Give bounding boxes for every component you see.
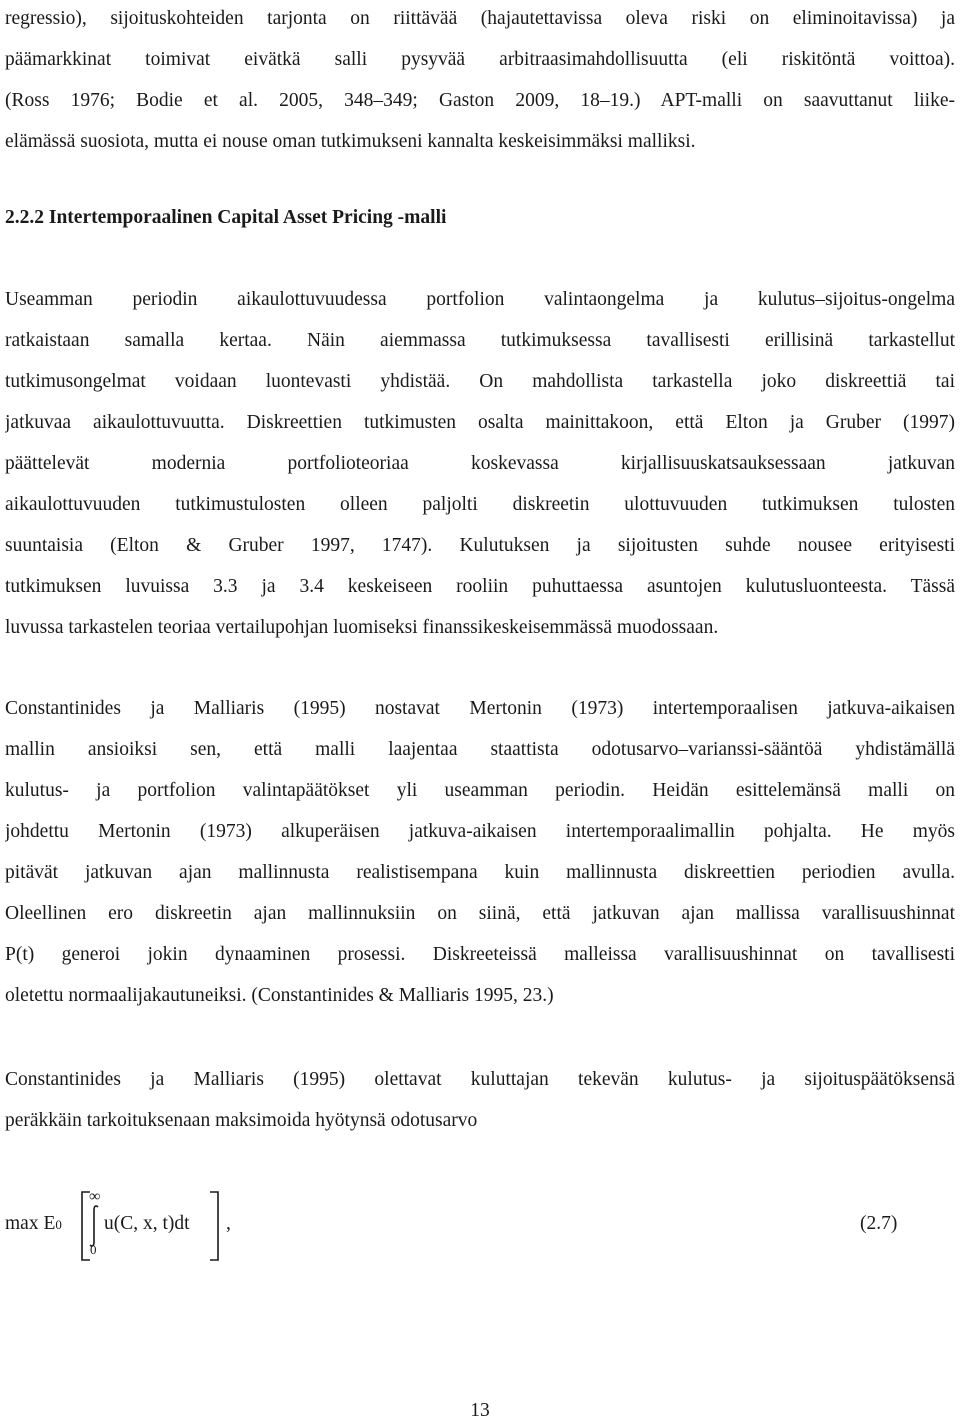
text-line: jatkuvaa aikaulottuvuutta. Diskreettien tutkimusten osalta mainittakoon, että Elton ja Gruber (1997) xyxy=(5,412,955,433)
equation-trailing-comma: , xyxy=(226,1213,231,1234)
text-line: ratkaistaan samalla kertaa. Näin aiemmassa tutkimuksessa tavallisesti erillisinä tarkastellut xyxy=(5,330,955,351)
text-line: oletettu normaalijakautuneiksi. (Constantinides & Malliaris 1995, 23.) xyxy=(5,985,554,1006)
text-line: päättelevät modernia portfolioteoriaa koskevassa kirjallisuuskatsauksessaan jatkuvan xyxy=(5,453,955,474)
integral-lower-limit: 0 xyxy=(90,1242,97,1257)
text-line: tutkimuksen luvuissa 3.3 ja 3.4 keskeiseen rooliin puhuttaessa asuntojen kulutusluonteesta. Tässä xyxy=(5,576,955,597)
text-line: P(t) generoi jokin dynaaminen prosessi. Diskreeteissä malleissa varallisuushinnat on tavallisesti xyxy=(5,944,955,965)
paragraph-merton-model xyxy=(5,688,955,1016)
equation-2-7 xyxy=(5,1186,955,1266)
text-line: Constantinides ja Malliaris (1995) nostavat Mertonin (1973) intertemporaalisen jatkuva-aikaisen xyxy=(5,698,955,719)
text-line: regressio), sijoituskohteiden tarjonta on riittävää (hajautettavissa oleva riski on eliminoitavissa) ja xyxy=(5,8,955,29)
text-line: peräkkäin tarkoituksenaan maksimoida hyötynsä odotusarvo xyxy=(5,1110,478,1131)
text-line: pitävät jatkuvan ajan mallinnusta realistisempana kuin mallinnusta diskreettien periodien avulla. xyxy=(5,862,955,883)
text-line: Constantinides ja Malliaris (1995) olettavat kuluttajan tekevän kulutus- ja sijoituspäätöksensä xyxy=(5,1069,955,1090)
text-line: Oleellinen ero diskreetin ajan mallinnuksiin on siinä, että jatkuvan ajan mallissa varallisuushinnat xyxy=(5,903,955,924)
text-line: kulutus- ja portfolion valintapäätökset yli useamman periodin. Heidän esittelemänsä malli on xyxy=(5,780,955,801)
paragraph-multiperiod xyxy=(5,279,955,648)
equation-integrand: u(C, x, t)dt xyxy=(104,1213,190,1234)
text-line: johdettu Mertonin (1973) alkuperäisen jatkuva-aikaisen intertemporaalimallin pohjalta. He myös xyxy=(5,821,955,842)
text-line: suuntaisia (Elton & Gruber 1997, 1747). Kulutuksen ja sijoitusten suhde nousee erityisesti xyxy=(5,535,955,556)
equation-max-operator: max E0 xyxy=(5,1213,62,1234)
text-line: aikaulottuvuuden tutkimustulosten olleen paljolti diskreetin ulottuvuuden tutkimuksen tulosten xyxy=(5,494,955,515)
text-line: Useamman periodin aikaulottuvuudessa portfolion valintaongelma ja kulutus–sijoitus-ongelma xyxy=(5,289,955,310)
text-line: elämässä suosiota, mutta ei nouse oman tutkimukseni kannalta keskeisimmäksi malliksi. xyxy=(5,131,696,152)
text-line: (Ross 1976; Bodie et al. 2005, 348–349; Gaston 2009, 18–19.) APT-malli on saavuttanut liike- xyxy=(5,90,955,111)
paragraph-utility-intro xyxy=(5,1059,955,1141)
text-line: tutkimusongelmat voidaan luontevasti yhdistää. On mahdollista tarkastella joko diskreettiä tai xyxy=(5,371,955,392)
text-line: luvussa tarkastelen teoriaa vertailupohjan luomiseksi finanssikeskeisemmässä muodossaan. xyxy=(5,617,719,638)
text-line: mallin ansioiksi sen, että malli laajentaa staattista odotusarvo–varianssi-sääntöä yhdistämällä xyxy=(5,739,955,760)
paragraph-apt-conclusion xyxy=(5,0,955,162)
text-line: päämarkkinat toimivat eivätkä salli pysyvää arbitraasimahdollisuutta (eli riskitöntä voittoa). xyxy=(5,49,955,70)
right-bracket-icon xyxy=(204,1190,224,1262)
integral-upper-limit: ∞ xyxy=(89,1188,101,1205)
equation-number: (2.7) xyxy=(860,1213,898,1234)
page-number: 13 xyxy=(470,1400,490,1421)
section-heading: 2.2.2 Intertemporaalinen Capital Asset Pricing -malli xyxy=(5,207,447,228)
